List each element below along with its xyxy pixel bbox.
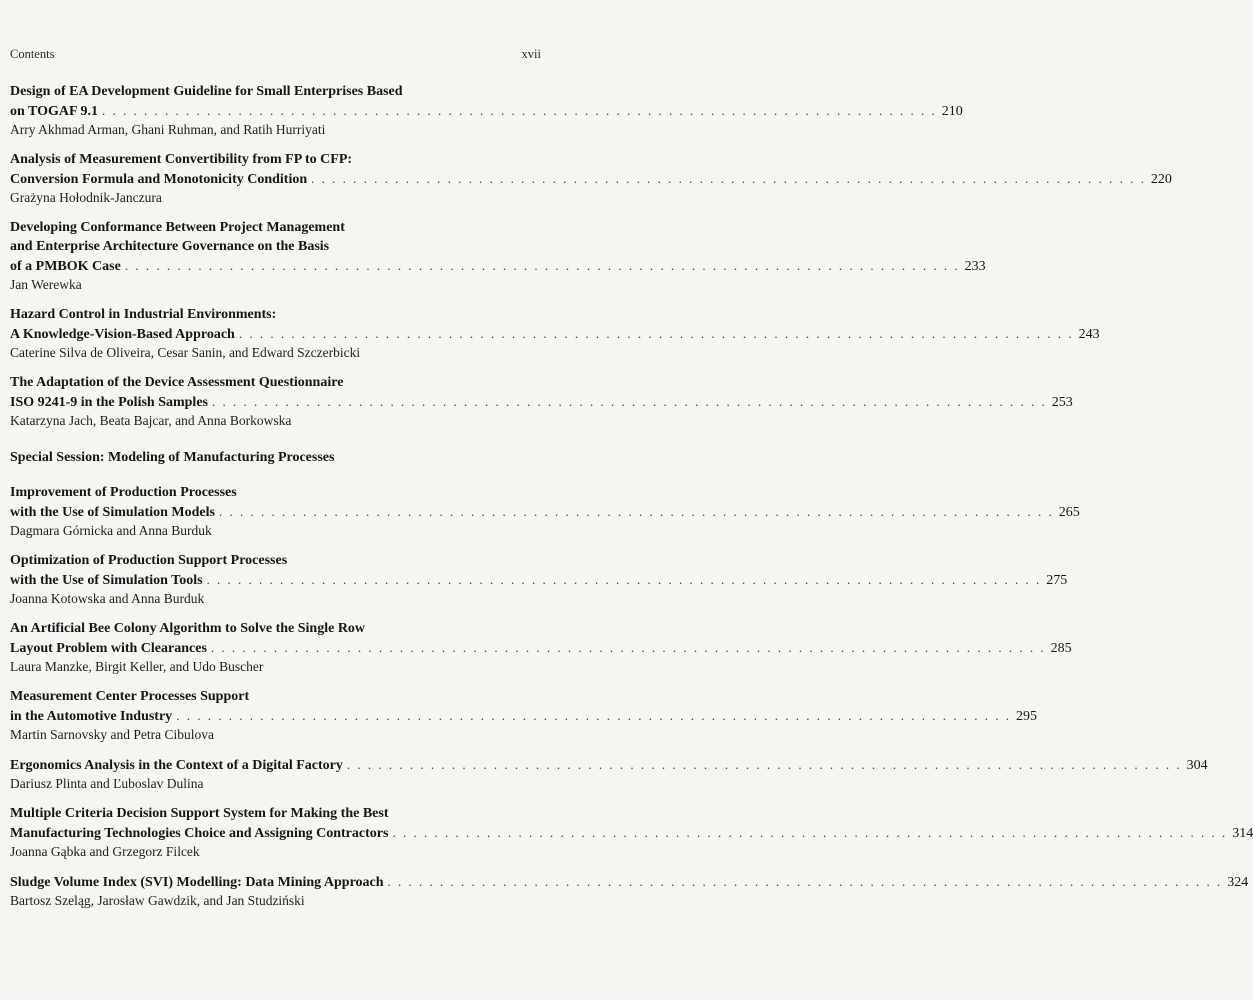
dot-leader: . . . . . . . . . . . . . . . . . . . . . . . . . . . . . . . . . . . . . . . . . . . . . . . . . . . . . . . . . . . . . . . . . . . . . . . . . . . . . . . . (206, 572, 1042, 587)
entry-title-last-line (10, 638, 1072, 658)
entry-title-line: and Enterprise Architecture Governance on the Basis (10, 239, 330, 254)
toc-entry[interactable] (10, 804, 1253, 861)
dot-leader: . . . . . . . . . . . . . . . . . . . . . . . . . . . . . . . . . . . . . . . . . . . . . . . . . . . . . . . . . . . . . . . . . . . . . . . . . . . . . . . . (218, 504, 1054, 519)
entry-title-text: Ergonomics Analysis in the Context of a Digital Factory (10, 758, 343, 773)
entry-title-line: Optimization of Production Support Processes (10, 553, 288, 568)
entry-authors: Katarzyna Jach, Beata Bajcar, and Anna Borkowska (10, 413, 292, 428)
entry-title-last-line (10, 706, 1037, 726)
entry-page-number: 324 (1227, 875, 1249, 890)
entry-authors: Joanna Kotowska and Anna Burduk (10, 591, 205, 606)
entry-page-number: 285 (1050, 641, 1072, 656)
entry-title-text: Sludge Volume Index (SVI) Modelling: Data Mining Approach (10, 875, 384, 890)
running-head-left: Contents (10, 47, 55, 61)
entry-title-text: Manufacturing Technologies Choice and Assigning Contractors (10, 826, 389, 841)
entry-title-last-line (10, 823, 1253, 843)
toc-group-b (10, 483, 1253, 910)
toc-entry[interactable] (10, 82, 963, 139)
running-head (10, 47, 541, 62)
toc-entry[interactable] (10, 218, 986, 294)
dot-leader: . . . . . . . . . . . . . . . . . . . . . . . . . . . . . . . . . . . . . . . . . . . . . . . . . . . . . . . . . . . . . . . . . . . . . . . . . . . . . . . . (311, 171, 1146, 186)
entry-page-number: 233 (964, 259, 986, 274)
entry-title-text: ISO 9241-9 in the Polish Samples (10, 395, 208, 410)
entry-authors: Bartosz Szeląg, Jarosław Gawdzik, and Jan Studziński (10, 893, 305, 908)
entry-page-number: 220 (1150, 172, 1172, 187)
entry-title-line: Design of EA Development Guideline for Small Enterprises Based (10, 84, 403, 99)
dot-leader: . . . . . . . . . . . . . . . . . . . . . . . . . . . . . . . . . . . . . . . . . . . . . . . . . . . . . . . . . . . . . . . . . . . . . . . . . . . . . . . . (346, 757, 1182, 772)
entry-authors: Arry Akhmad Arman, Ghani Ruhman, and Ratih Hurriyati (10, 122, 326, 137)
toc-group-a (10, 82, 1172, 430)
entry-page-number: 265 (1058, 505, 1080, 520)
dot-leader: . . . . . . . . . . . . . . . . . . . . . . . . . . . . . . . . . . . . . . . . . . . . . . . . . . . . . . . . . . . . . . . . . . . . . . . . . . . . . . . . (392, 825, 1228, 840)
entry-title-text: with the Use of Simulation Tools (10, 573, 203, 588)
entry-title-last-line (10, 256, 986, 276)
page-number-roman: xvii (521, 47, 541, 61)
toc-entry[interactable] (10, 373, 1073, 430)
toc-entry[interactable] (10, 305, 1100, 362)
entry-title-last-line (10, 872, 1249, 892)
entry-authors: Dagmara Górnicka and Anna Burduk (10, 523, 212, 538)
dot-leader: . . . . . . . . . . . . . . . . . . . . . . . . . . . . . . . . . . . . . . . . . . . . . . . . . . . . . . . . . . . . . . . . . . . . . . . . . . . . . . . . (176, 708, 1011, 723)
entry-title-line: An Artificial Bee Colony Algorithm to Solve the Single Row (10, 621, 366, 636)
table-of-contents (10, 82, 1253, 921)
entry-page-number: 314 (1232, 826, 1253, 841)
toc-entry[interactable] (10, 872, 1249, 910)
dot-leader: . . . . . . . . . . . . . . . . . . . . . . . . . . . . . . . . . . . . . . . . . . . . . . . . . . . . . . . . . . . . . . . . . . . . . . . . . . . . . . . . (238, 326, 1074, 341)
entry-title-last-line (10, 755, 1208, 775)
toc-entry[interactable] (10, 150, 1172, 207)
entry-page-number: 253 (1051, 395, 1073, 410)
entry-page-number: 275 (1046, 573, 1068, 588)
toc-entry[interactable] (10, 551, 1068, 608)
entry-title-last-line (10, 392, 1073, 412)
dot-leader: . . . . . . . . . . . . . . . . . . . . . . . . . . . . . . . . . . . . . . . . . . . . . . . . . . . . . . . . . . . . . . . . . . . . . . . . . . . . . . . . (210, 640, 1046, 655)
entry-title-last-line (10, 570, 1068, 590)
dot-leader: . . . . . . . . . . . . . . . . . . . . . . . . . . . . . . . . . . . . . . . . . . . . . . . . . . . . . . . . . . . . . . . . . . . . . . . . . . . . . . . . (211, 394, 1047, 409)
dot-leader: . . . . . . . . . . . . . . . . . . . . . . . . . . . . . . . . . . . . . . . . . . . . . . . . . . . . . . . . . . . . . . . . . . . . . . . . . . . . . . . . (124, 258, 960, 273)
entry-title-line: Analysis of Measurement Convertibility from FP to CFP: (10, 152, 353, 167)
entry-title-text: of a PMBOK Case (10, 259, 121, 274)
toc-entry[interactable] (10, 619, 1072, 676)
entry-title-line: The Adaptation of the Device Assessment Questionnaire (10, 375, 344, 390)
entry-authors: Grażyna Hołodnik-Janczura (10, 190, 162, 205)
entry-page-number: 295 (1015, 709, 1037, 724)
entry-title-text: on TOGAF 9.1 (10, 104, 99, 119)
entry-authors: Dariusz Plinta and Ľuboslav Dulina (10, 776, 204, 791)
toc-entry[interactable] (10, 755, 1208, 793)
entry-title-line: Measurement Center Processes Support (10, 689, 250, 704)
entry-page-number: 304 (1186, 758, 1208, 773)
entry-page-number: 210 (941, 104, 963, 119)
entry-title-line: Hazard Control in Industrial Environments: (10, 307, 277, 322)
entry-title-line: Developing Conformance Between Project Management (10, 220, 345, 235)
toc-entry[interactable] (10, 483, 1080, 540)
entry-authors: Laura Manzke, Birgit Keller, and Udo Buscher (10, 659, 264, 674)
entry-title-text: A Knowledge-Vision-Based Approach (10, 327, 235, 342)
entry-title-last-line (10, 324, 1100, 344)
entry-authors: Caterine Silva de Oliveira, Cesar Sanin, and Edward Szczerbicki (10, 345, 361, 360)
session-heading: Special Session: Modeling of Manufacturing Processes (10, 450, 335, 465)
dot-leader: . . . . . . . . . . . . . . . . . . . . . . . . . . . . . . . . . . . . . . . . . . . . . . . . . . . . . . . . . . . . . . . . . . . . . . . . . . . . . . . . (387, 874, 1223, 889)
entry-title-last-line (10, 101, 963, 121)
entry-title-text: in the Automotive Industry (10, 709, 173, 724)
entry-title-last-line (10, 169, 1172, 189)
entry-authors: Joanna Gąbka and Grzegorz Filcek (10, 844, 200, 859)
entry-authors: Martin Sarnovsky and Petra Cibulova (10, 727, 214, 742)
entry-title-text: Layout Problem with Clearances (10, 641, 207, 656)
entry-title-line: Multiple Criteria Decision Support System for Making the Best (10, 806, 389, 821)
entry-title-last-line (10, 502, 1080, 522)
entry-title-text: with the Use of Simulation Models (10, 505, 215, 520)
dot-leader: . . . . . . . . . . . . . . . . . . . . . . . . . . . . . . . . . . . . . . . . . . . . . . . . . . . . . . . . . . . . . . . . . . . . . . . . . . . . . . . . (102, 103, 937, 118)
entry-title-text: Conversion Formula and Monotonicity Condition (10, 172, 308, 187)
entry-authors: Jan Werewka (10, 277, 82, 292)
toc-entry[interactable] (10, 687, 1037, 744)
entry-page-number: 243 (1078, 327, 1100, 342)
entry-title-line: Improvement of Production Processes (10, 485, 237, 500)
